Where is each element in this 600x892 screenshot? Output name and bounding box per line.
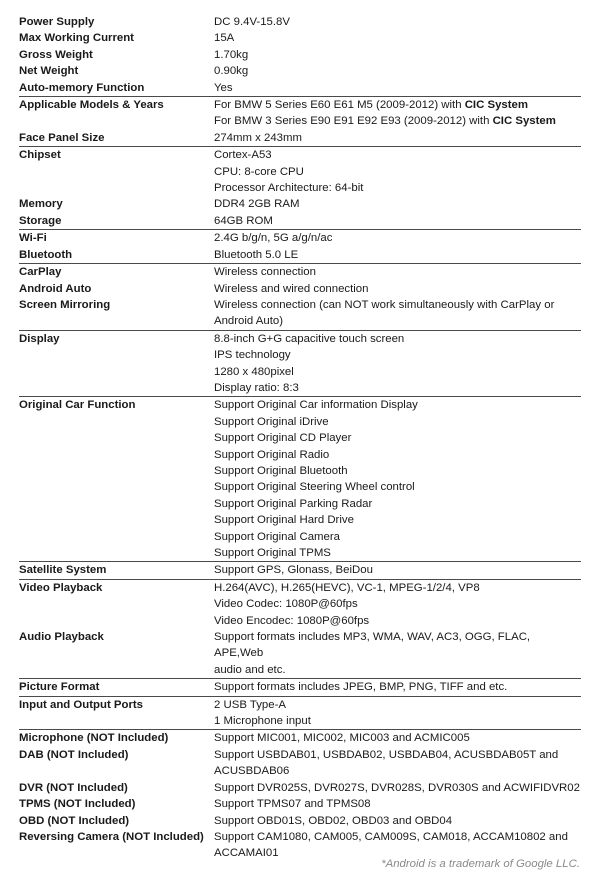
spec-value-line: 1280 x 480pixel	[214, 365, 294, 378]
spec-label: Reversing Camera (NOT Included)	[19, 830, 204, 843]
spec-value-line: Processor Architecture: 64-bit	[214, 182, 364, 195]
spec-value-line: 8.8-inch G+G capacitive touch screen	[214, 332, 405, 345]
spec-row	[19, 147, 581, 196]
spec-value-line: H.264(AVC), H.265(HEVC), VC-1, MPEG-1/2/4, VP8	[214, 581, 480, 594]
spec-value-line: Yes	[214, 81, 233, 94]
spec-value	[214, 780, 581, 796]
spec-group	[19, 147, 581, 230]
spec-label: Android Auto	[19, 282, 92, 295]
spec-value-line: Support DVR025S, DVR027S, DVR028S, DVR030S and ACWIFIDVR02	[214, 781, 580, 794]
spec-value	[214, 297, 581, 330]
spec-value-line	[214, 97, 581, 113]
spec-value	[214, 331, 581, 397]
spec-value	[214, 730, 581, 746]
spec-value-line: Wireless and wired connection	[214, 282, 369, 295]
spec-row	[19, 196, 581, 212]
spec-value-line: Support TPMS07 and TPMS08	[214, 798, 371, 811]
spec-group	[19, 97, 581, 147]
spec-value-line: 1 Microphone input	[214, 715, 311, 728]
spec-row	[19, 780, 581, 796]
spec-value	[214, 679, 581, 695]
spec-row	[19, 264, 581, 280]
spec-label: Face Panel Size	[19, 131, 105, 144]
spec-label: Original Car Function	[19, 399, 136, 412]
spec-table	[19, 14, 581, 862]
spec-value	[214, 230, 581, 246]
spec-group	[19, 14, 581, 97]
spec-value-line: 274mm x 243mm	[214, 131, 302, 144]
spec-value	[214, 130, 581, 146]
spec-label: OBD (NOT Included)	[19, 814, 130, 827]
spec-value-text: For BMW 3 Series E90 E91 E92 E93 (2009-2012) with	[214, 115, 493, 128]
spec-label: TPMS (NOT Included)	[19, 798, 136, 811]
spec-value-line: 2.4G b/g/n, 5G a/g/n/ac	[214, 232, 333, 245]
spec-label: Memory	[19, 198, 63, 211]
spec-label: Power Supply	[19, 16, 95, 28]
spec-row	[19, 580, 581, 629]
spec-value-line: Support Original Hard Drive	[214, 514, 354, 527]
spec-value	[214, 147, 581, 196]
spec-label: DVR (NOT Included)	[19, 781, 128, 794]
spec-label: Screen Mirroring	[19, 298, 111, 311]
spec-value-line: CPU: 8-core CPU	[214, 165, 304, 178]
spec-row	[19, 562, 581, 578]
spec-value	[214, 829, 581, 862]
spec-value-line: Support Original Camera	[214, 530, 340, 543]
spec-value	[214, 30, 581, 46]
spec-value	[214, 14, 581, 30]
spec-row	[19, 97, 581, 130]
spec-row	[19, 47, 581, 63]
spec-row	[19, 63, 581, 79]
spec-value-line: Support formats includes JPEG, BMP, PNG, TIFF and etc.	[214, 681, 508, 694]
spec-row	[19, 397, 581, 561]
spec-label: Max Working Current	[19, 32, 134, 45]
spec-value-line: Support Original iDrive	[214, 415, 329, 428]
spec-value-line	[214, 113, 581, 129]
spec-label: Auto-memory Function	[19, 81, 145, 94]
spec-label: Chipset	[19, 149, 61, 162]
spec-value-line: Wireless connection (can NOT work simultaneously with CarPlay or	[214, 298, 555, 311]
spec-value	[214, 213, 581, 229]
spec-group	[19, 230, 581, 264]
spec-group	[19, 397, 581, 562]
spec-value-line: ACCAMAI01	[214, 847, 279, 860]
spec-label: Video Playback	[19, 581, 103, 594]
spec-value-emphasis: CIC System	[492, 115, 556, 128]
spec-value	[214, 747, 581, 780]
spec-label: CarPlay	[19, 266, 62, 279]
spec-group	[19, 562, 581, 579]
spec-value-line: Support GPS, Glonass, BeiDou	[214, 564, 373, 577]
spec-value	[214, 97, 581, 130]
spec-row	[19, 697, 581, 730]
spec-value	[214, 813, 581, 829]
spec-group	[19, 264, 581, 331]
spec-value-line: Cortex-A53	[214, 149, 272, 162]
trademark-footnote: *Android is a trademark of Google LLC.	[381, 858, 580, 870]
spec-label: Storage	[19, 214, 62, 227]
spec-label: Display	[19, 332, 60, 345]
spec-value	[214, 281, 581, 297]
spec-value-emphasis: CIC System	[464, 99, 529, 112]
spec-value-line: Support USBDAB01, USBDAB02, USBDAB04, ACUSBDAB05T and	[214, 748, 559, 761]
spec-value-line: Support Original Steering Wheel control	[214, 481, 415, 494]
spec-label: Net Weight	[19, 65, 79, 78]
spec-value-line: Support Original CD Player	[214, 432, 352, 445]
spec-value-line: audio and etc.	[214, 663, 286, 676]
spec-label: Gross Weight	[19, 48, 93, 61]
spec-value-text: For BMW 5 Series E60 E61 M5 (2009-2012) with	[214, 99, 465, 112]
spec-value-line: 0.90kg	[214, 65, 249, 78]
spec-value	[214, 196, 581, 212]
spec-value-line: Support MIC001, MIC002, MIC003 and ACMIC005	[214, 732, 470, 745]
spec-value	[214, 629, 581, 678]
spec-row	[19, 813, 581, 829]
spec-value-line: Display ratio: 8:3	[214, 381, 299, 394]
spec-value-line: Support Original TPMS	[214, 547, 331, 559]
spec-value-line: Android Auto)	[214, 315, 284, 328]
spec-value-line: Video Encodec: 1080P@60fps	[214, 614, 370, 627]
spec-label: Picture Format	[19, 681, 100, 694]
spec-value	[214, 47, 581, 63]
spec-row	[19, 629, 581, 678]
spec-value-line: Bluetooth 5.0 LE	[214, 248, 299, 261]
spec-row	[19, 130, 581, 146]
spec-value-line: ACUSBDAB06	[214, 765, 290, 778]
spec-row	[19, 230, 581, 246]
spec-label: Wi-Fi	[19, 232, 47, 245]
spec-label: DAB (NOT Included)	[19, 748, 129, 761]
spec-label: Bluetooth	[19, 248, 73, 261]
spec-row	[19, 297, 581, 330]
spec-row	[19, 213, 581, 229]
spec-value	[214, 796, 581, 812]
spec-row	[19, 14, 581, 30]
spec-value-line: DC 9.4V-15.8V	[214, 16, 290, 28]
spec-label: Audio Playback	[19, 631, 104, 644]
spec-row	[19, 796, 581, 812]
spec-value-line: Support CAM1080, CAM005, CAM009S, CAM018, ACCAM10802 and	[214, 830, 568, 843]
spec-group	[19, 697, 581, 731]
spec-value-line: DDR4 2GB RAM	[214, 198, 300, 211]
spec-value	[214, 580, 581, 629]
spec-value-line: Support Original Radio	[214, 448, 330, 461]
spec-value-line: 15A	[214, 32, 235, 45]
spec-group	[19, 730, 581, 861]
spec-value-line: 64GB ROM	[214, 214, 273, 227]
spec-value-line: Support OBD01S, OBD02, OBD03 and OBD04	[214, 814, 453, 827]
spec-value-line: IPS technology	[214, 349, 291, 362]
spec-row	[19, 281, 581, 297]
spec-row	[19, 331, 581, 397]
spec-label: Input and Output Ports	[19, 698, 144, 711]
spec-value	[214, 247, 581, 263]
spec-group	[19, 331, 581, 398]
spec-row	[19, 829, 581, 862]
spec-row	[19, 679, 581, 695]
spec-value-line: Video Codec: 1080P@60fps	[214, 598, 358, 611]
spec-group	[19, 679, 581, 696]
spec-label: Applicable Models & Years	[19, 99, 164, 112]
spec-row	[19, 730, 581, 746]
spec-value	[214, 80, 581, 96]
spec-value	[214, 697, 581, 730]
spec-row	[19, 80, 581, 96]
spec-value-line: Support formats includes MP3, WMA, WAV, AC3, OGG, FLAC, APE,Web	[214, 631, 531, 660]
spec-value-line: 1.70kg	[214, 48, 249, 61]
spec-value	[214, 63, 581, 79]
spec-row	[19, 247, 581, 263]
spec-value-line: Wireless connection	[214, 266, 316, 279]
spec-value-line: Support Original Parking Radar	[214, 497, 373, 510]
spec-row	[19, 30, 581, 46]
spec-value	[214, 397, 581, 561]
spec-label: Satellite System	[19, 564, 107, 577]
spec-group	[19, 580, 581, 679]
spec-label: Microphone (NOT Included)	[19, 732, 169, 745]
spec-value	[214, 562, 581, 578]
spec-row	[19, 747, 581, 780]
spec-value-line: Support Original Bluetooth	[214, 464, 348, 477]
spec-value	[214, 264, 581, 280]
spec-value-line: 2 USB Type-A	[214, 698, 286, 711]
spec-value-line: Support Original Car information Display	[214, 399, 418, 412]
